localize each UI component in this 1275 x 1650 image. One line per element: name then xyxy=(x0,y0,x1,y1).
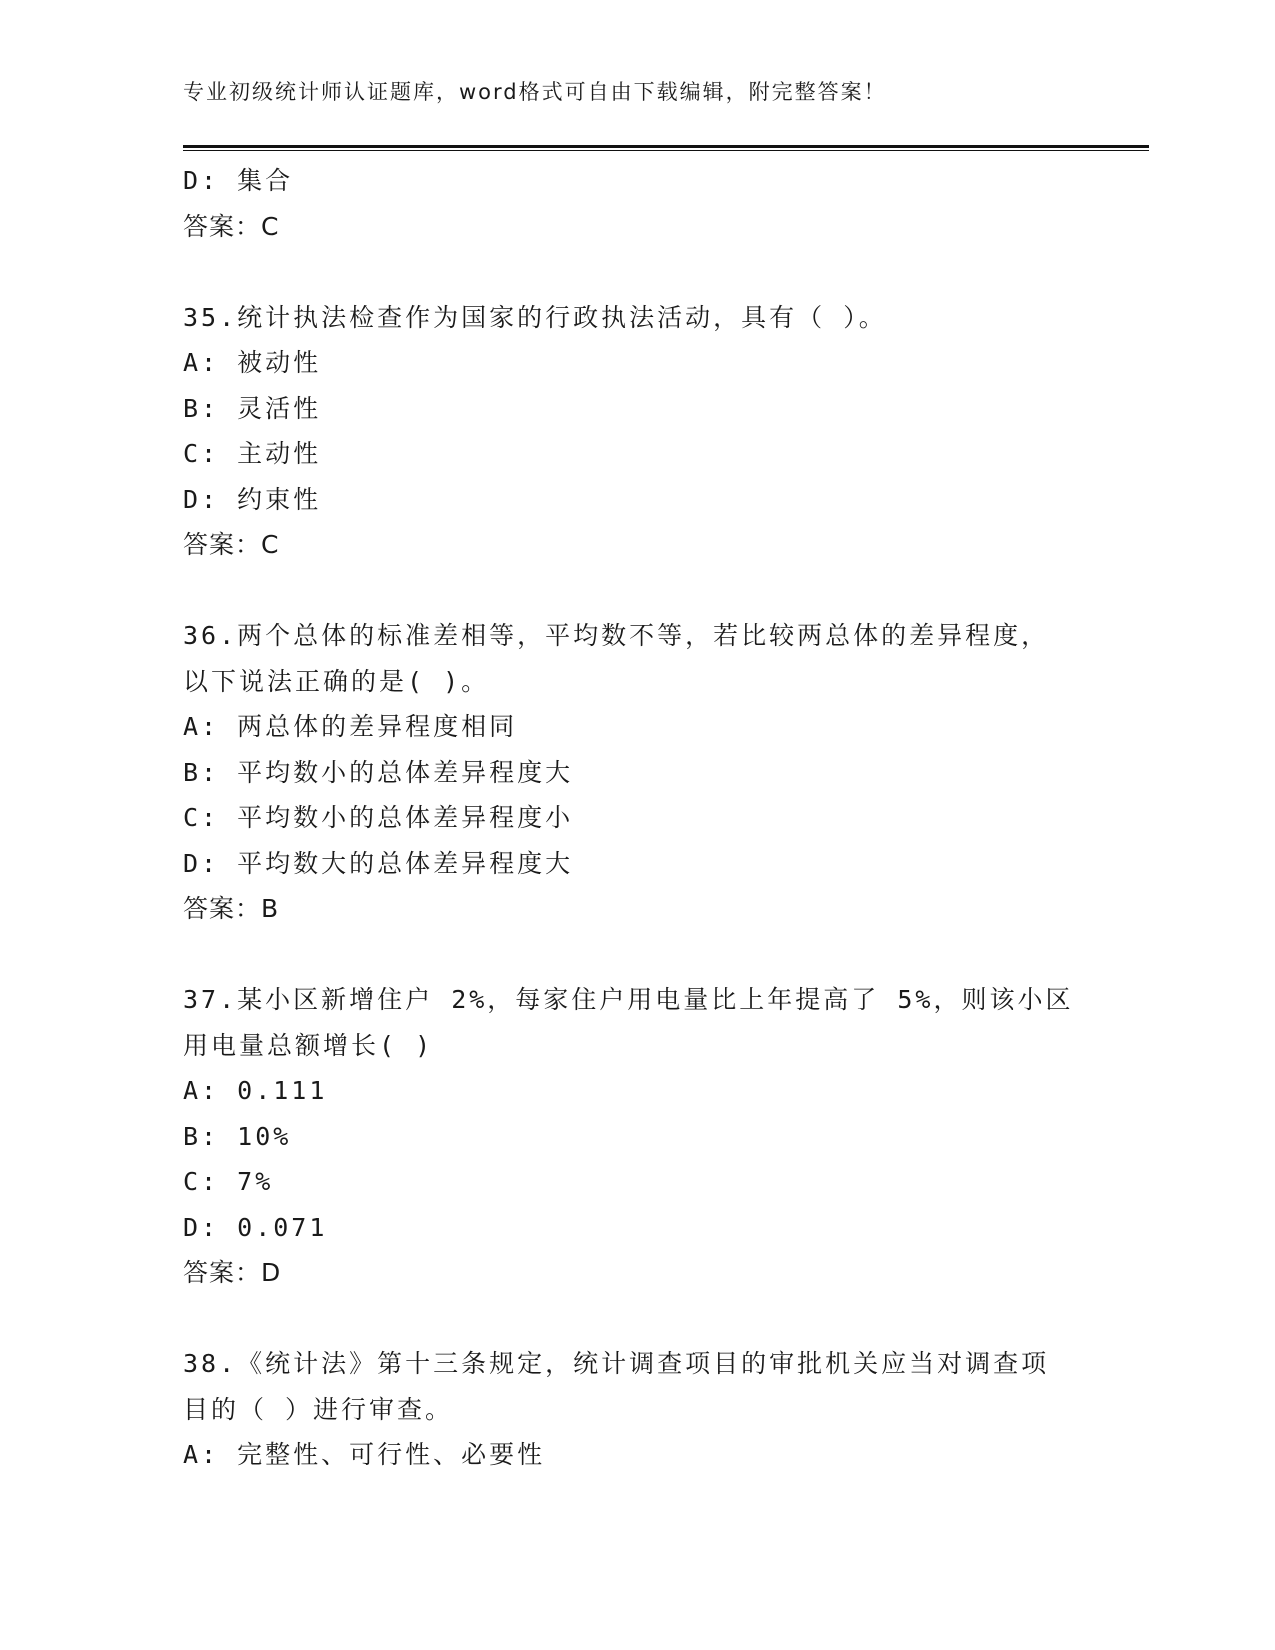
option-d: D: 平均数大的总体差异程度大 xyxy=(183,848,574,878)
question-stem-continued: 目的（ ）进行审查。 xyxy=(183,1394,454,1424)
option-a: A: 完整性、可行性、必要性 xyxy=(183,1440,546,1469)
option-d: D: 约束性 xyxy=(183,484,322,514)
header-rule-thick xyxy=(183,145,1149,148)
spacer xyxy=(183,1296,1103,1342)
answer-line: 答案：C xyxy=(183,530,280,559)
option-c: C: 主动性 xyxy=(183,439,322,468)
answer-line: 答案：B xyxy=(183,894,280,923)
spacer xyxy=(183,932,1103,978)
option-b: B: 平均数小的总体差异程度大 xyxy=(183,757,574,787)
question-stem: 35.统计执法检查作为国家的行政执法活动，具有（ ）。 xyxy=(183,302,887,332)
page-header: 专业初级统计师认证题库，word格式可自由下载编辑，附完整答案！ xyxy=(183,80,887,104)
question-36 xyxy=(183,613,1103,932)
question-content xyxy=(183,158,1103,1478)
option-a: A: 被动性 xyxy=(183,348,322,377)
answer-line: 答案：C xyxy=(183,211,280,241)
question-stem: 36.两个总体的标准差相等，平均数不等，若比较两总体的差异程度， xyxy=(183,621,1050,650)
option-d: D: 0.071 xyxy=(183,1212,328,1242)
option-b: B: 灵活性 xyxy=(183,393,322,423)
option-c: C: 平均数小的总体差异程度小 xyxy=(183,803,574,832)
option-d: D: 集合 xyxy=(183,166,294,195)
option-b: B: 10% xyxy=(183,1121,292,1151)
answer-line: 答案：D xyxy=(183,1258,282,1287)
question-35 xyxy=(183,295,1103,568)
option-a: A: 0.111 xyxy=(183,1076,328,1105)
spacer xyxy=(183,249,1103,295)
question-37 xyxy=(183,977,1103,1296)
option-a: A: 两总体的差异程度相同 xyxy=(183,712,518,741)
question-stem-continued: 用电量总额增长( ) xyxy=(183,1030,434,1060)
spacer xyxy=(183,568,1103,614)
question-38 xyxy=(183,1341,1103,1478)
option-c: C: 7% xyxy=(183,1167,274,1196)
question-stem: 38.《统计法》第十三条规定，统计调查项目的审批机关应当对调查项 xyxy=(183,1349,1050,1378)
header-rule-thin xyxy=(183,150,1149,151)
question-stem-continued: 以下说法正确的是( )。 xyxy=(183,666,490,696)
question-stem: 37.某小区新增住户 2%，每家住户用电量比上年提高了 5%，则该小区 xyxy=(183,985,1074,1014)
